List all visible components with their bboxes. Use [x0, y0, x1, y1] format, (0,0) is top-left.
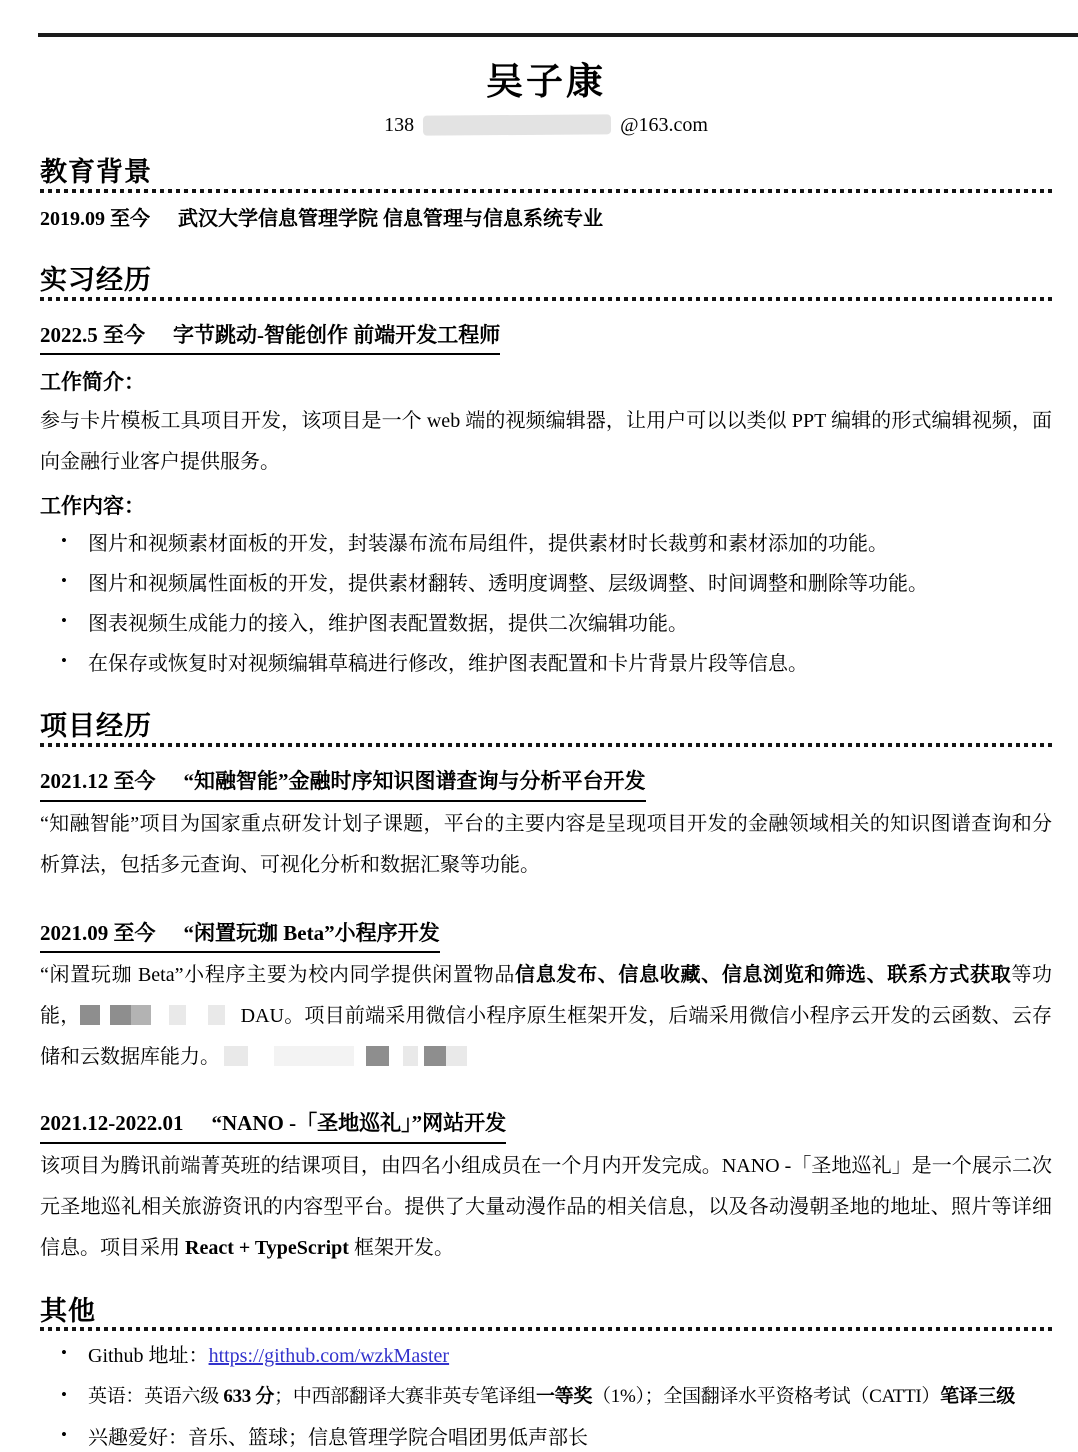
- project-title-nano: [40, 1108, 1052, 1144]
- section-heading-others: [40, 1295, 1052, 1335]
- education-entry: [40, 204, 1052, 234]
- underlined-title: [40, 320, 500, 356]
- job-summary-text: 参与卡片模板工具项目开发，该项目是一个 web 端的视频编辑器，让用户可以以类似 PPT 编辑的形式编辑视频，面向金融行业客户提供服务。: [40, 409, 1052, 473]
- underlined-title: [40, 766, 646, 802]
- bullet-marker: •: [61, 651, 67, 671]
- duty-item: [40, 524, 1052, 564]
- hobby-text: 兴趣爱好：音乐、篮球；信息管理学院合唱团男低声部长: [88, 1427, 588, 1450]
- redaction-block: [366, 1046, 389, 1066]
- project-name: “NANO -「圣地巡礼」”网站开发: [211, 1111, 507, 1136]
- redaction-block: [424, 1046, 446, 1066]
- redaction-block: [224, 1046, 248, 1066]
- english-bold: 笔译三级: [940, 1386, 1015, 1408]
- github-label: Github 地址：: [88, 1345, 209, 1368]
- job-duties-list: [40, 524, 1052, 684]
- duty-text: 图片和视频素材面板的开发，封装瀑布流布局组件，提供素材时长裁剪和素材添加的功能。: [88, 533, 888, 556]
- education-date: 2019.09 至今: [40, 208, 150, 231]
- candidate-name: 吴子康: [486, 61, 606, 102]
- english-part: （1%）；全国翻译水平资格考试（CATTI）: [592, 1386, 941, 1408]
- redaction-block: [131, 1005, 151, 1025]
- internship-date: 2022.5 至今: [40, 322, 145, 347]
- contact-info: [40, 110, 1052, 140]
- duty-text: 图表视频生成能力的接入，维护图表配置数据，提供二次编辑功能。: [88, 613, 688, 636]
- redaction-block: [403, 1046, 418, 1066]
- others-list: [40, 1336, 1052, 1452]
- project-description-nano: [40, 1146, 1052, 1269]
- section-heading-education: [40, 156, 1052, 196]
- job-duties-label: 工作内容：: [40, 493, 145, 518]
- section-title: 项目经历: [40, 711, 152, 742]
- project-name: “知融智能”金融时序知识图谱查询与分析平台开发: [183, 769, 646, 794]
- redaction-block: [446, 1046, 467, 1066]
- bullet-marker: •: [61, 1385, 67, 1405]
- duty-text: 在保存或恢复时对视频编辑草稿进行修改，维护图表配置和卡片背景片段等信息。: [88, 653, 808, 676]
- section-title: 其他: [40, 1295, 96, 1326]
- description-text: DAU。项目前端采用微信小程序原生框架开发，后端采用微信小程序云开发的云函数、云存储和云数据库能力。: [40, 1005, 1053, 1069]
- english-bold: 633 分: [223, 1386, 275, 1408]
- project-name: “闲置玩珈 Beta”小程序开发: [183, 920, 440, 945]
- project-description-xianzhiwanjia: [40, 955, 1052, 1078]
- github-link[interactable]: https://github.com/wzkMaster: [208, 1345, 450, 1368]
- education-school: 武汉大学信息管理学院 信息管理与信息系统专业: [178, 208, 603, 231]
- github-text: [88, 1336, 1052, 1376]
- english-item: [40, 1378, 1052, 1416]
- project-date: 2021.12 至今: [40, 769, 156, 794]
- description-bold-text: React + TypeScript: [185, 1236, 349, 1259]
- english-text: [88, 1378, 1052, 1416]
- section-heading-internship: [40, 264, 1052, 304]
- redaction-block: [208, 1005, 225, 1025]
- description-text: 框架开发。: [348, 1236, 454, 1259]
- bullet-marker: •: [61, 1425, 67, 1445]
- github-item: [40, 1336, 1052, 1376]
- project-date: 2021.09 至今: [40, 920, 156, 945]
- phone-prefix: 138: [384, 114, 415, 137]
- duty-text: 图片和视频属性面板的开发，提供素材翻转、透明度调整、层级调整、时间调整和删除等功能。: [88, 573, 928, 596]
- description-text: 该项目为腾讯前端菁英班的结课项目，由四名小组成员在一个月内开发完成。NANO -「圣地巡礼」是一个展示二次元圣地巡礼相关旅游资讯的内容型平台。提供了大量动漫作品的相关信息，以及各动漫朝圣地的地址、照片等详细信息。项目采用: [40, 1154, 1052, 1259]
- bullet-marker: •: [61, 611, 67, 631]
- project-date: 2021.12-2022.01: [40, 1111, 184, 1136]
- bullet-marker: •: [61, 571, 67, 591]
- job-summary-label: 工作简介：: [40, 370, 145, 395]
- bullet-marker: •: [61, 531, 67, 551]
- redaction-block: [110, 1005, 131, 1025]
- project-title-zhirong: [40, 766, 1052, 802]
- phone-email-redaction: [423, 115, 611, 136]
- top-rule: [38, 33, 1078, 37]
- email-suffix: @163.com: [620, 114, 708, 137]
- description-text: 等功能，: [40, 964, 1053, 1028]
- hobby-item: [40, 1418, 1052, 1452]
- project-description-zhirong: “知融智能”项目为国家重点研发计划子课题，平台的主要内容是呈现项目开发的金融领域相关的知识图谱查询和分析算法，包括多元查询、可视化分析和数据汇聚等功能。: [40, 812, 1052, 876]
- english-part: ；中西部翻译大赛非英专笔译组: [274, 1386, 536, 1408]
- duty-item: [40, 564, 1052, 604]
- project-title-xianzhiwanjia: [40, 918, 1052, 954]
- underlined-title: [40, 1108, 506, 1144]
- redaction-block: [169, 1005, 186, 1025]
- duty-item: [40, 604, 1052, 644]
- english-part: 英语：英语六级: [88, 1386, 224, 1408]
- internship-entry-title: [40, 320, 1052, 356]
- redaction-block: [274, 1046, 354, 1066]
- section-title: 实习经历: [40, 265, 152, 296]
- section-title: 教育背景: [40, 157, 152, 188]
- internship-position: 字节跳动-智能创作 前端开发工程师: [173, 322, 501, 347]
- section-heading-projects: [40, 710, 1052, 750]
- description-text: “闲置玩珈 Beta”小程序主要为校内同学提供闲置物品: [40, 964, 516, 987]
- underlined-title: [40, 918, 440, 954]
- description-bold-text: 信息发布、信息收藏、信息浏览和筛选、联系方式获取: [515, 964, 1012, 987]
- redaction-block: [80, 1005, 100, 1025]
- bullet-marker: •: [61, 1343, 67, 1363]
- duty-item: [40, 644, 1052, 684]
- english-bold: 一等奖: [535, 1386, 593, 1408]
